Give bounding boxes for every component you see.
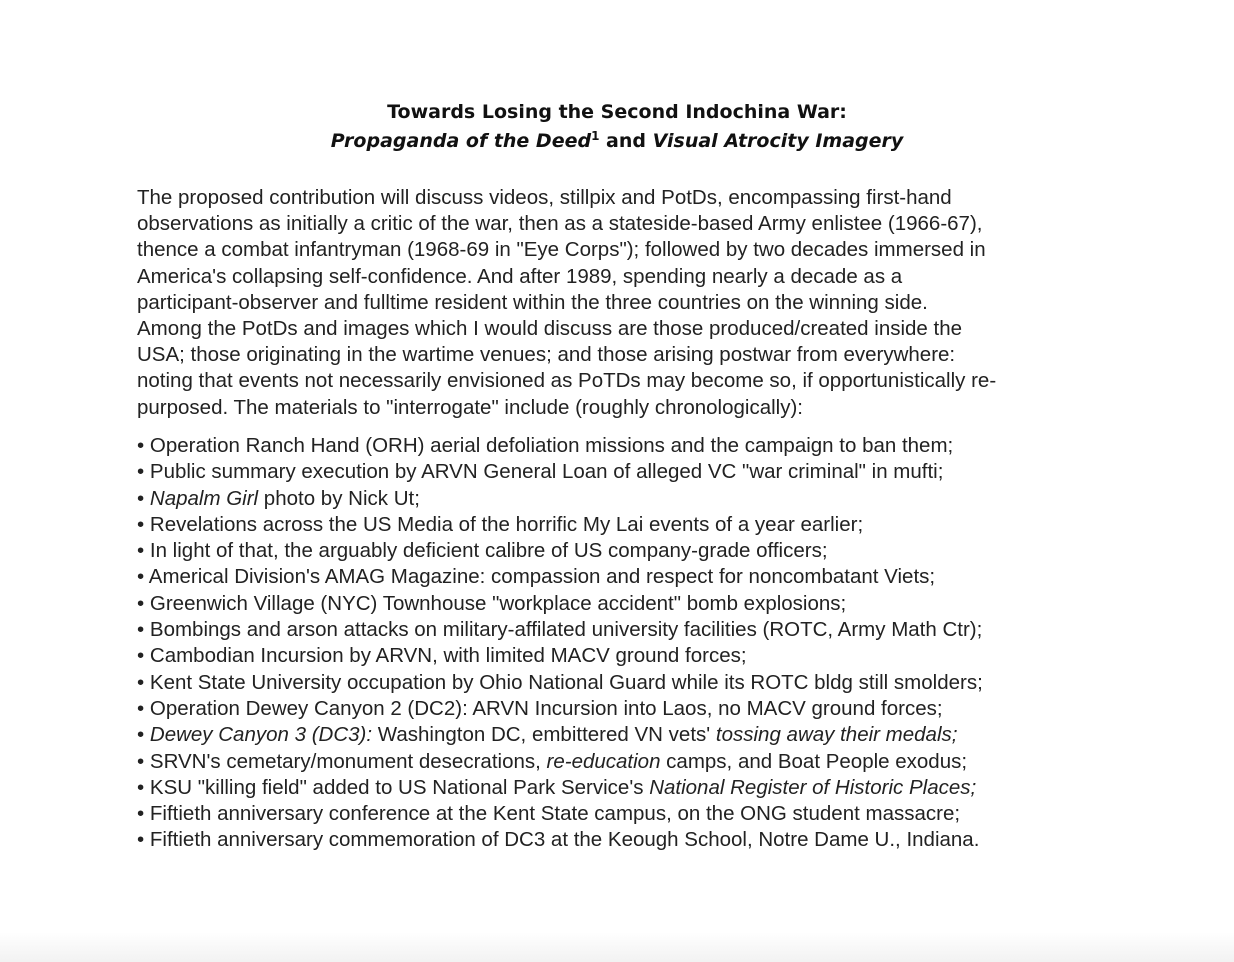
bullet-italic-text: re-education: [546, 749, 661, 773]
bullet-italic-text: National Register of Historic Places;: [649, 775, 977, 799]
bullet-item: [137, 538, 1097, 564]
bullet-text: Washington DC, embittered VN vets': [372, 723, 716, 747]
bullet-dot-icon: •: [137, 539, 145, 563]
bullet-dot-icon: •: [137, 618, 145, 642]
bullet-dot-icon: •: [137, 723, 145, 747]
bullet-item: [137, 775, 1097, 801]
paragraph-line: participant-observer and fulltime resident within the three countries on the winning side.: [137, 290, 928, 314]
title-line-2: [0, 127, 1234, 156]
bullet-text: Greenwich Village (NYC) Townhouse "workplace accident" bomb explosions;: [149, 591, 847, 615]
bullet-item: [137, 827, 1097, 853]
bullet-dot-icon: •: [137, 670, 145, 694]
bullet-item: [137, 433, 1097, 459]
bullet-text: Revelations across the US Media of the horrific My Lai events of a year earlier;: [149, 512, 864, 536]
bullet-dot-icon: •: [137, 644, 145, 668]
bullet-item: [137, 749, 1097, 775]
bullet-dot-icon: •: [137, 460, 145, 484]
title-italic-propaganda: Propaganda of the Deed: [330, 130, 592, 152]
bullet-dot-icon: •: [137, 486, 145, 510]
bullet-dot-icon: •: [137, 565, 145, 589]
bullet-text: Fiftieth anniversary commemoration of DC3 at the Keough School, Notre Dame U., Indiana.: [149, 828, 980, 852]
bullet-dot-icon: •: [137, 828, 145, 852]
bullet-text: SRVN's cemetary/monument desecrations,: [149, 749, 547, 773]
bullet-item: [137, 670, 1097, 696]
document-title: [0, 98, 1234, 156]
materials-bullet-list: [137, 433, 1097, 854]
bullet-text: Operation Ranch Hand (ORH) aerial defoliation missions and the campaign to ban them;: [149, 434, 954, 457]
bullet-text: Cambodian Incursion by ARVN, with limited MACV ground forces;: [149, 644, 747, 668]
bullet-item: [137, 696, 1097, 722]
bullet-dot-icon: •: [137, 802, 145, 826]
paragraph-line: Among the PotDs and images which I would discuss are those produced/created inside the: [137, 317, 963, 341]
bullet-text: KSU "killing field" added to US National Park Service's: [149, 775, 650, 799]
paragraph-line: thence a combat infantryman (1968-69 in "Eye Corps"); followed by two decades immersed in: [137, 238, 986, 262]
bullet-text: Americal Division's AMAG Magazine: compassion and respect for noncombatant Viets;: [148, 565, 936, 589]
paragraph-line: observations as initially a critic of the war, then as a stateside-based Army enlistee (1966-67),: [137, 212, 983, 236]
paragraph-line: America's collapsing self-confidence. And after 1989, spending nearly a decade as a: [137, 264, 903, 288]
bullet-item: [137, 643, 1097, 669]
bullet-item: [137, 459, 1097, 485]
bullet-text: Public summary execution by ARVN General Loan of alleged VC "war criminal" in mufti;: [149, 460, 944, 484]
bullet-item: [137, 486, 1097, 512]
bullet-text: Operation Dewey Canyon 2 (DC2): ARVN Incursion into Laos, no MACV ground forces;: [149, 696, 943, 720]
page-bottom-shadow: [0, 932, 1234, 962]
intro-paragraph: [137, 185, 1087, 421]
bullet-italic-text: Dewey Canyon 3 (DC3):: [149, 723, 373, 747]
paragraph-line: noting that events not necessarily envisioned as PoTDs may become so, if opportunistically re-: [137, 369, 997, 393]
bullet-italic-text: Napalm Girl: [149, 486, 259, 510]
bullet-dot-icon: •: [137, 434, 145, 457]
bullet-dot-icon: •: [137, 696, 145, 720]
bullet-text: Bombings and arson attacks on military-affilated university facilities (ROTC, Army Math Ctr);: [149, 618, 983, 642]
bullet-item: [137, 591, 1097, 617]
bullet-text: camps, and Boat People exodus;: [660, 749, 968, 773]
bullet-italic-text: tossing away their medals;: [715, 723, 958, 747]
bullet-item: [137, 512, 1097, 538]
paragraph-line: purposed. The materials to "interrogate" include (roughly chronologically):: [137, 395, 803, 419]
bullet-text: In light of that, the arguably deficient calibre of US company-grade officers;: [149, 539, 828, 563]
footnote-marker: 1: [591, 129, 600, 143]
bullet-dot-icon: •: [137, 775, 145, 799]
bullet-text: photo by Nick Ut;: [258, 486, 420, 510]
bullet-dot-icon: •: [137, 591, 145, 615]
bullet-text: Kent State University occupation by Ohio National Guard while its ROTC bldg still smolders;: [149, 670, 983, 694]
bullet-dot-icon: •: [137, 512, 145, 536]
bullet-dot-icon: •: [137, 749, 145, 773]
paragraph-line: USA; those originating in the wartime venues; and those arising postwar from everywhere:: [137, 343, 956, 367]
paragraph-line: The proposed contribution will discuss videos, stillpix and PotDs, encompassing first-hand: [137, 186, 952, 209]
bullet-text: Fiftieth anniversary conference at the Kent State campus, on the ONG student massacre;: [149, 802, 961, 826]
title-line-1: Towards Losing the Second Indochina War:: [387, 101, 847, 123]
bullet-item: [137, 617, 1097, 643]
bullet-item: [137, 801, 1097, 827]
bullet-item: [137, 722, 1097, 748]
title-italic-imagery: Visual Atrocity Imagery: [652, 130, 904, 152]
bullet-item: [137, 564, 1097, 590]
title-and: and: [599, 130, 653, 152]
